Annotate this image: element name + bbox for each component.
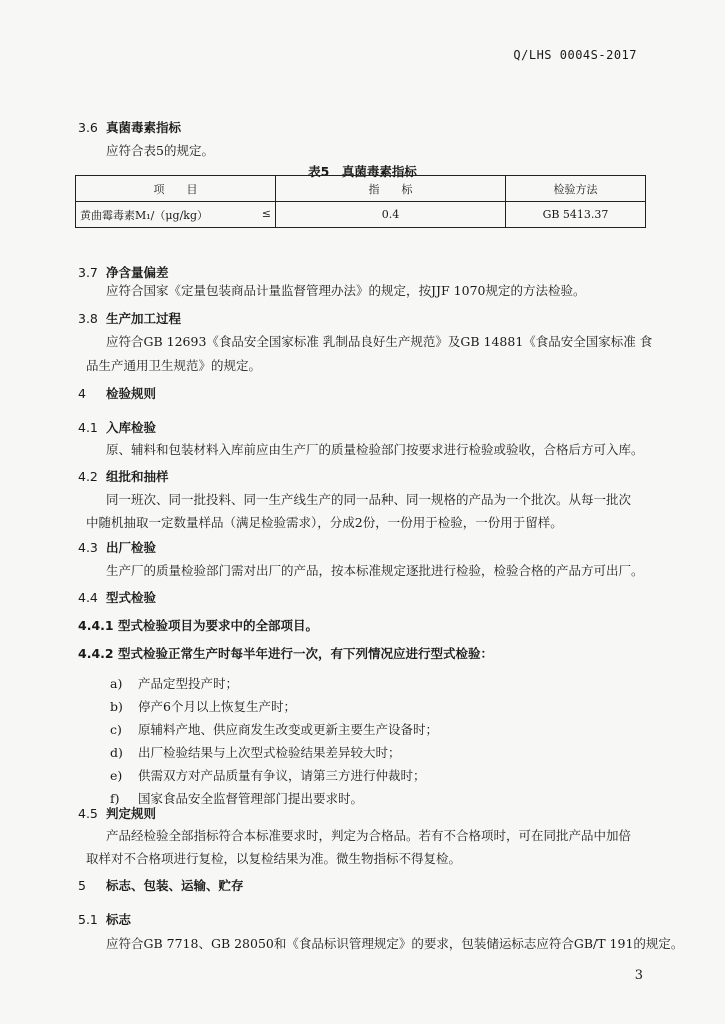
heading-4-5: 4.5 判定规则 (78, 806, 157, 821)
table-cell-item: 黄曲霉毒素M₁/（μg/kg） ≤ (76, 202, 276, 228)
heading-4-2: 4.2 组批和抽样 (78, 469, 169, 484)
list-item: f) 国家食品安全监督管理部门提出要求时。 (110, 791, 364, 806)
heading-4-3: 4.3 出厂检验 (78, 540, 157, 555)
para-4-2-line2: 中随机抽取一定数量样品（满足检验需求），分成2份，一份用于检验，一份用于留样。 (86, 515, 563, 530)
para-4-5-line1: 产品经检验全部指标符合本标准要求时，判定为合格品。若有不合格项时，可在同批产品中加倍 (106, 828, 632, 843)
table-cell-value: 0.4 (276, 202, 506, 228)
heading-5-1: 5.1 标志 (78, 912, 132, 927)
para-5-1: 应符合GB 7718、GB 28050和《食品标识管理规定》的要求，包装储运标志应符合GB/T 191的规定。 (106, 936, 684, 951)
list-item: d) 出厂检验结果与上次型式检验结果差异较大时； (110, 745, 401, 760)
mycotoxin-table (75, 175, 646, 228)
heading-3-6: 3.6 真菌毒素指标 (78, 120, 182, 135)
list-item: b) 停产6个月以上恢复生产时； (110, 699, 296, 714)
para-3-6: 应符合表5的规定。 (106, 143, 214, 158)
para-4-5-line2: 取样对不合格项进行复检，以复检结果为准。微生物指标不得复检。 (86, 851, 462, 866)
para-4-3: 生产厂的质量检验部门需对出厂的产品，按本标准规定逐批进行检验，检验合格的产品方可出厂。 (106, 563, 644, 578)
clause-4-4-2: 4.4.2 型式检验正常生产时每半年进行一次，有下列情况应进行型式检验： (78, 646, 493, 661)
table-cell-method: GB 5413.37 (506, 202, 646, 228)
clause-4-4-1: 4.4.1 型式检验项目为要求中的全部项目。 (78, 618, 318, 633)
para-3-8-line1: 应符合GB 12693《食品安全国家标准 乳制品良好生产规范》及GB 14881《食品安全国家标准 食 (106, 334, 653, 349)
standard-code: Q/LHS 0004S-2017 (513, 48, 637, 62)
heading-4: 4 检验规则 (78, 386, 157, 401)
para-3-7: 应符合国家《定量包装商品计量监督管理办法》的规定，按JJF 1070规定的方法检验。 (106, 283, 586, 298)
table-header-limit: 指 标 (276, 176, 506, 202)
table-header-method: 检验方法 (506, 176, 646, 202)
heading-3-7: 3.7 净含量偏差 (78, 265, 169, 280)
table-header-item: 项 目 (76, 176, 276, 202)
para-4-1: 原、辅料和包装材料入库前应由生产厂的质量检验部门按要求进行检验或验收，合格后方可入库。 (106, 442, 644, 457)
heading-5: 5 标志、包装、运输、贮存 (78, 878, 244, 893)
para-4-2-line1: 同一班次、同一批投料、同一生产线生产的同一品种、同一规格的产品为一个批次。从每一批次 (106, 492, 632, 507)
list-item: c) 原辅料产地、供应商发生改变或更新主要生产设备时； (110, 722, 439, 737)
heading-4-4: 4.4 型式检验 (78, 590, 157, 605)
list-item: a) 产品定型投产时； (110, 676, 239, 691)
list-item: e) 供需双方对产品质量有争议，请第三方进行仲裁时； (110, 768, 426, 783)
para-3-8-line2: 品生产通用卫生规范》的规定。 (86, 358, 262, 373)
heading-4-1: 4.1 入库检验 (78, 420, 157, 435)
page-number: 3 (634, 968, 643, 983)
heading-3-8: 3.8 生产加工过程 (78, 311, 182, 326)
table-caption: 表5 真菌毒素指标 (308, 164, 417, 179)
